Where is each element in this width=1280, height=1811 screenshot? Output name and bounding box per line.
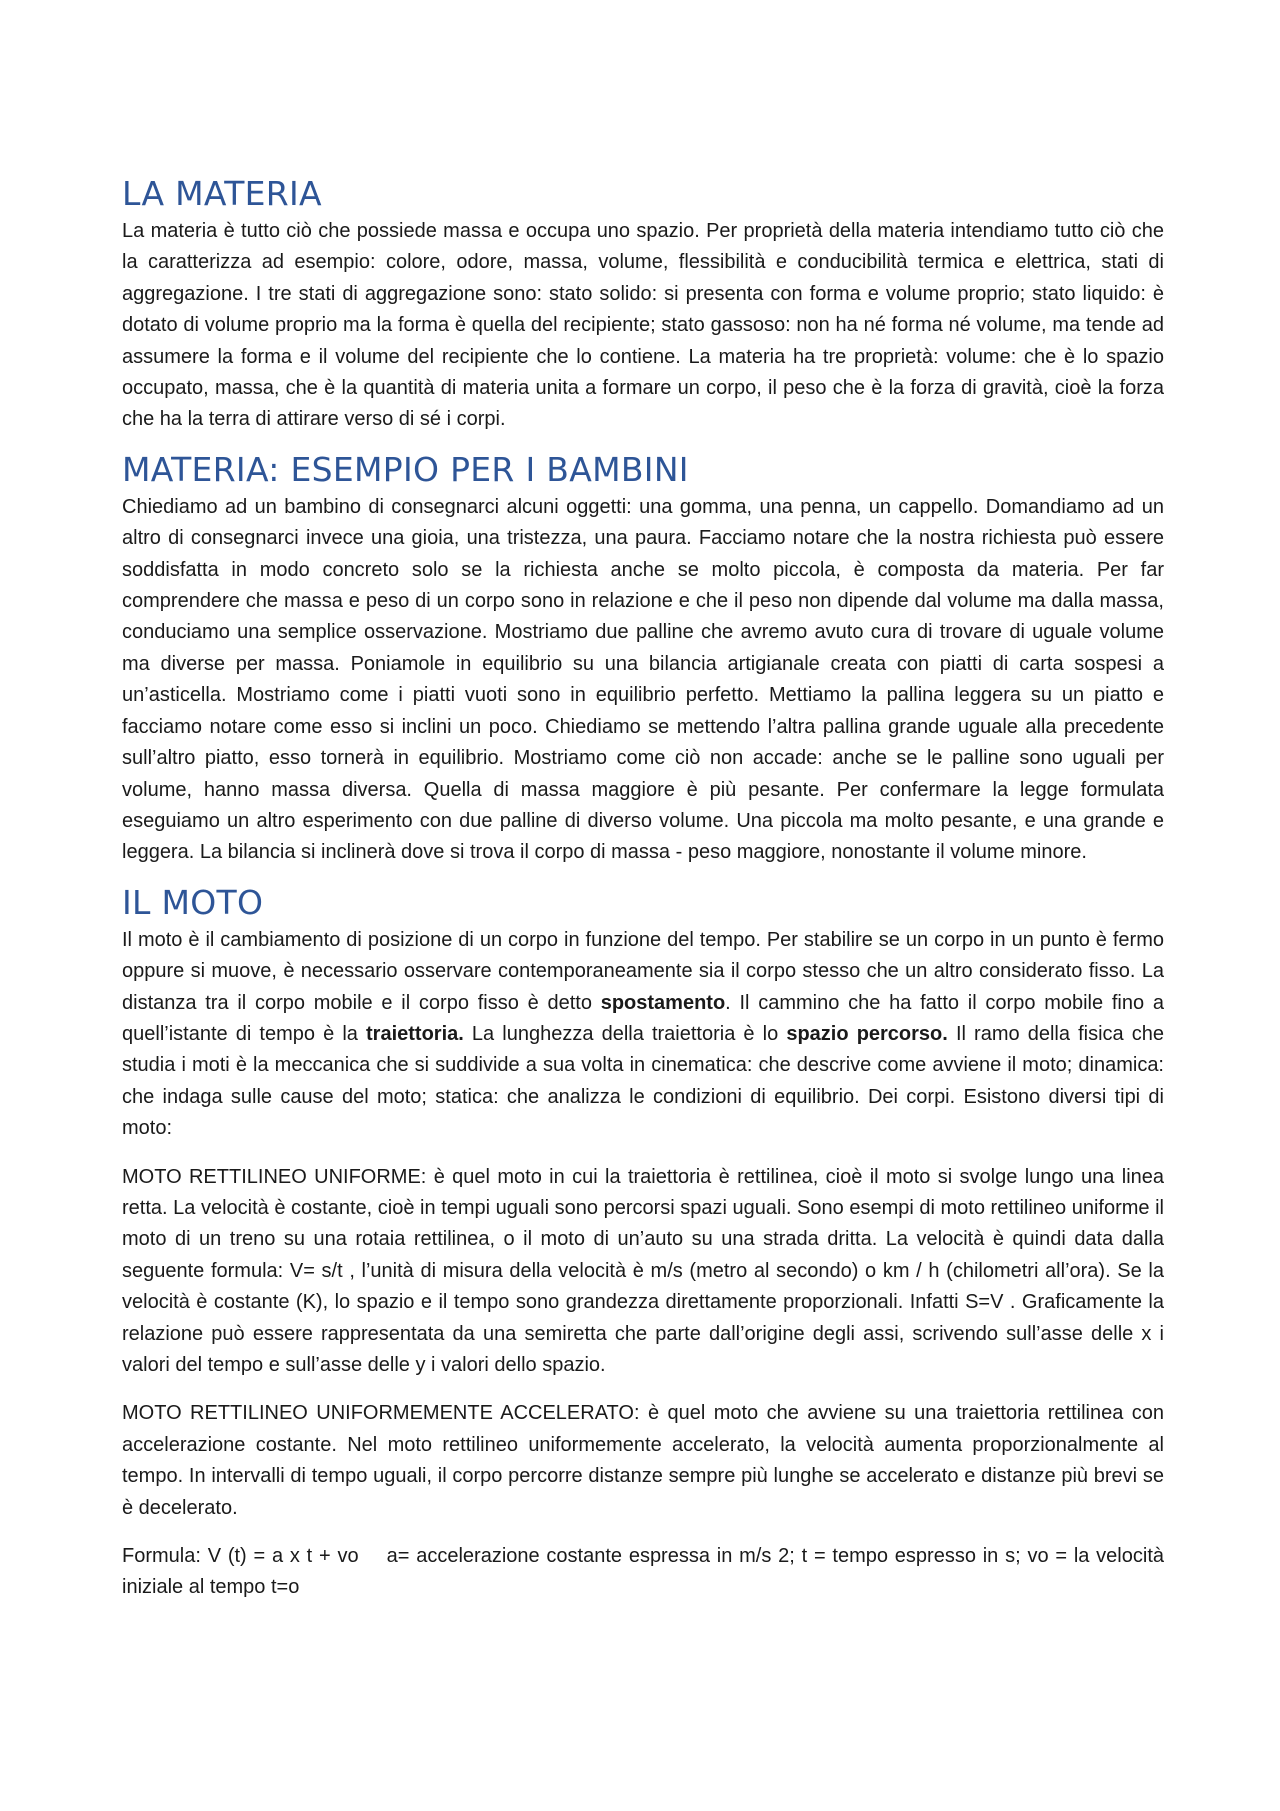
paragraph-formula	[122, 1541, 1164, 1604]
paragraph-moto-uniforme: MOTO RETTILINEO UNIFORME: è quel moto in cui la traiettoria è rettilinea, cioè il moto si svolge lungo una linea retta. La velocità è costante, cioè in tempi uguali sono percorsi spazi uguali. Sono esempi di moto rettilineo uniforme il moto di un treno su una rotaia rettilinea, o il moto di un’auto su una strada dritta. La velocità è quindi data dalla seguente formula: V= s/t , l’unità di misura della velocità è m/s (metro al secondo) o km / h (chilometri all’ora). Se la velocità è costante (K), lo spazio e il tempo sono grandezza direttamente proporzionali. Infatti S=V . Graficamente la relazione può essere rappresentata da una semiretta che parte dall’origine degli assi, scrivendo sull’asse delle x i valori del tempo e sull’asse delle y i valori dello spazio.	[122, 1165, 1164, 1376]
formula-description: a= accelerazione costante espressa in m/s 2; t = tempo espresso in s; vo = la velocità iniziale al tempo t=o	[122, 1545, 1164, 1599]
term-traiettoria: traiettoria.	[366, 1022, 464, 1045]
moto-intro-text-3: La lunghezza della traiettoria è lo	[463, 1022, 787, 1045]
paragraph-materia: La materia è tutto ciò che possiede massa e occupa uno spazio. Per proprietà della materia intendiamo tutto ciò che la caratterizza ad esempio: colore, odore, massa, volume, flessibilità e conducibilità termica e elettrica, stati di aggregazione. I tre stati di aggregazione sono: stato solido: si presenta con forma e volume proprio; stato liquido: è dotato di volume proprio ma la forma è quella del recipiente; stato gassoso: non ha né forma né volume, ma tende ad assumere la forma e il volume del recipiente che lo contiene. La materia ha tre proprietà: volume: che è lo spazio occupato, massa, che è la quantità di materia unita a formare un corpo, il peso che è la forza di gravità, cioè la forza che ha la terra di attirare verso di sé i corpi.	[122, 220, 1164, 431]
heading-il-moto: IL MOTO	[122, 882, 264, 922]
section-materia	[122, 172, 1164, 436]
paragraph-moto-accelerato: MOTO RETTILINEO UNIFORMEMENTE ACCELERATO: è quel moto che avviene su una traiettoria rettilinea con accelerazione costante. Nel moto rettilineo uniformemente accelerato, la velocità aumenta proporzionalmente al tempo. In intervalli di tempo uguali, il corpo percorre distanze sempre più lunghe se accelerato e distanze più brevi se è decelerato.	[122, 1402, 1164, 1519]
formula-label: Formula: V (t) = a x t + vo	[122, 1545, 359, 1568]
document-page	[122, 172, 1164, 1604]
moto-intro-text-2: . Il cammino che ha fatto il corpo mobile fino a quell’istante di tempo è la	[122, 991, 1164, 1045]
section-bambini	[122, 448, 1164, 869]
term-spostamento: spostamento	[600, 991, 726, 1014]
term-spazio-percorso: spazio percorso.	[786, 1022, 948, 1045]
heading-la-materia: LA MATERIA	[122, 174, 322, 213]
paragraph-bambini: Chiediamo ad un bambino di consegnarci alcuni oggetti: una gomma, una penna, un cappello. Domandiamo ad un altro di consegnarci invece una gioia, una tristezza, una paura. Facciamo notare che la nostra richiesta può essere soddisfatta in modo concreto solo se la richiesta anche se molto piccola, è composta da materia. Per far comprendere che massa e peso di un corpo sono in relazione e che il peso non dipende dal volume ma dalla massa, conduciamo una semplice osservazione. Mostriamo due palline che avremo avuto cura di trovare di uguale volume ma diverse per massa. Poniamole in equilibrio su una bilancia artigianale creata con piatti di carta sospesi a un’asticella. Mostriamo come i piatti vuoti sono in equilibrio perfetto. Mettiamo la pallina leggera su un piatto e facciamo notare come esso si inclini un poco. Chiediamo se mettendo l’altra pallina grande uguale alla precedente sull’altro piatto, esso tornerà in equilibrio. Mostriamo come ciò non accade: anche se le palline sono uguali per volume, hanno massa diversa. Quella di massa maggiore è più pesante. Per confermare la legge formulata eseguiamo un altro esperimento con due palline di diverso volume. Una piccola ma molto pesante, e una grande e leggera. La bilancia si inclinerà dove si trova il corpo di massa - peso maggiore, nonostante il volume minore.	[122, 495, 1164, 864]
moto-intro-text-4: Il ramo della fisica che studia i moti è la meccanica che si suddivide a sua volta in cinematica: che descrive come avviene il moto; dinamica: che indaga sulle cause del moto; statica: che analizza le condizioni di equilibrio. Dei corpi. Esistono diversi tipi di moto:	[122, 1022, 1165, 1140]
section-moto	[122, 881, 1164, 1604]
moto-intro-text-1: Il moto è il cambiamento di posizione di un corpo in funzione del tempo. Per stabilire se un corpo in un punto è fermo oppure si muove, è necessario osservare contemporaneamente sia il corpo stesso che un altro considerato fisso. La distanza tra il corpo mobile e il corpo fisso è detto	[122, 928, 1164, 1014]
paragraph-moto-intro	[122, 925, 1164, 1145]
heading-esempio-bambini: MATERIA: ESEMPIO PER I BAMBINI	[122, 449, 689, 489]
